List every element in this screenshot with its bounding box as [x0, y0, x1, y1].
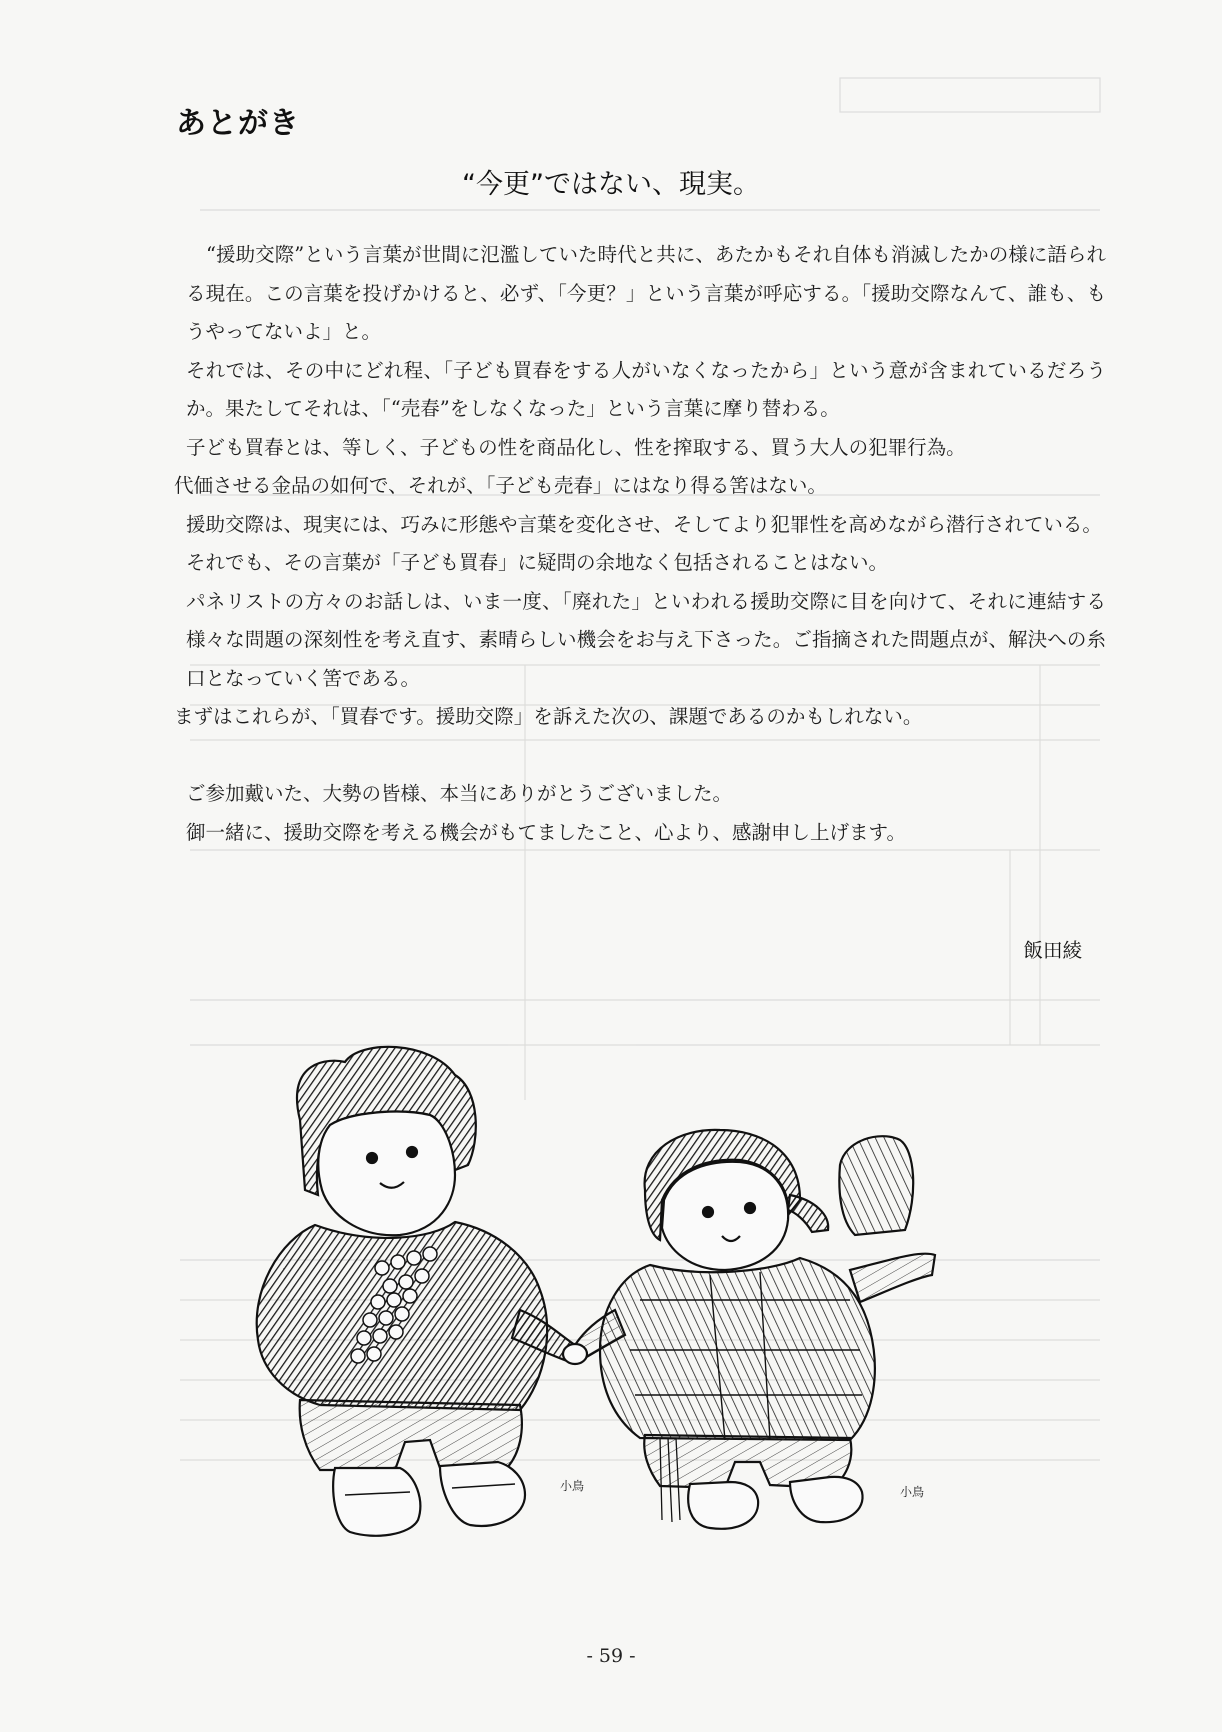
paragraph-6: それでも、その言葉が「子ども買春」に疑問の余地なく包括されることはない。	[186, 551, 889, 574]
closing-line-1: ご参加戴いた、大勢の皆様、本当にありがとうございました。	[186, 782, 733, 805]
illustration-signature-left: 小鳥	[560, 1479, 585, 1493]
paragraph-3: 子ども買春とは、等しく、子どもの性を商品化し、性を搾取する、買う大人の犯罪行為。	[186, 435, 966, 459]
paragraph-8: まずはこれらが、「買春です。援助交際」を訴えた次の、課題であるのかもしれない。	[174, 705, 923, 728]
right-doll	[563, 1130, 935, 1529]
article-title: “今更”ではない、現実。	[462, 169, 760, 200]
paragraph-5: 援助交際は、現実には、巧みに形態や言葉を変化させ、そしてより犯罪性を高めながら潜行されている。	[186, 512, 1102, 536]
paragraph-2: それでは、その中にどれ程、「子ども買春をする人がいなくなったから」という意が含まれているだろうか。果たしてそれは、「“売春”をしなくなった」という言葉に摩り替わる。	[186, 358, 1106, 420]
paragraph-4: 代価させる金品の如何で、それが、「子ども売春」にはなり得る筈はない。	[174, 474, 827, 497]
closing-line-2: 御一緒に、援助交際を考える機会がもてましたこと、心より、感謝申し上げます。	[186, 820, 906, 844]
page-number: - 59 -	[586, 1645, 636, 1667]
section-heading: あとがき	[176, 106, 300, 141]
left-doll	[257, 1047, 575, 1536]
illustration-signature-right: 小鳥	[900, 1485, 925, 1499]
paragraph-7: パネリストの方々のお話しは、いま一度、「廃れた」といわれる援助交際に目を向けて、それに連結する様々な問題の深刻性を考え直す、素晴らしい機会をお与え下さった。ご指摘された問題点が、解決への糸口となっていく筈である。	[186, 589, 1106, 690]
author-signature: 飯田綾	[1023, 939, 1082, 962]
paragraph-1: “援助交際”という言葉が世間に氾濫していた時代と共に、あたかもそれ自体も消滅したかの様に語られる現在。この言葉を投げかけると、必ず、「今更？」という言葉が呼応する。「援助交際なんて、誰も、もうやってないよ」と。	[186, 243, 1106, 343]
